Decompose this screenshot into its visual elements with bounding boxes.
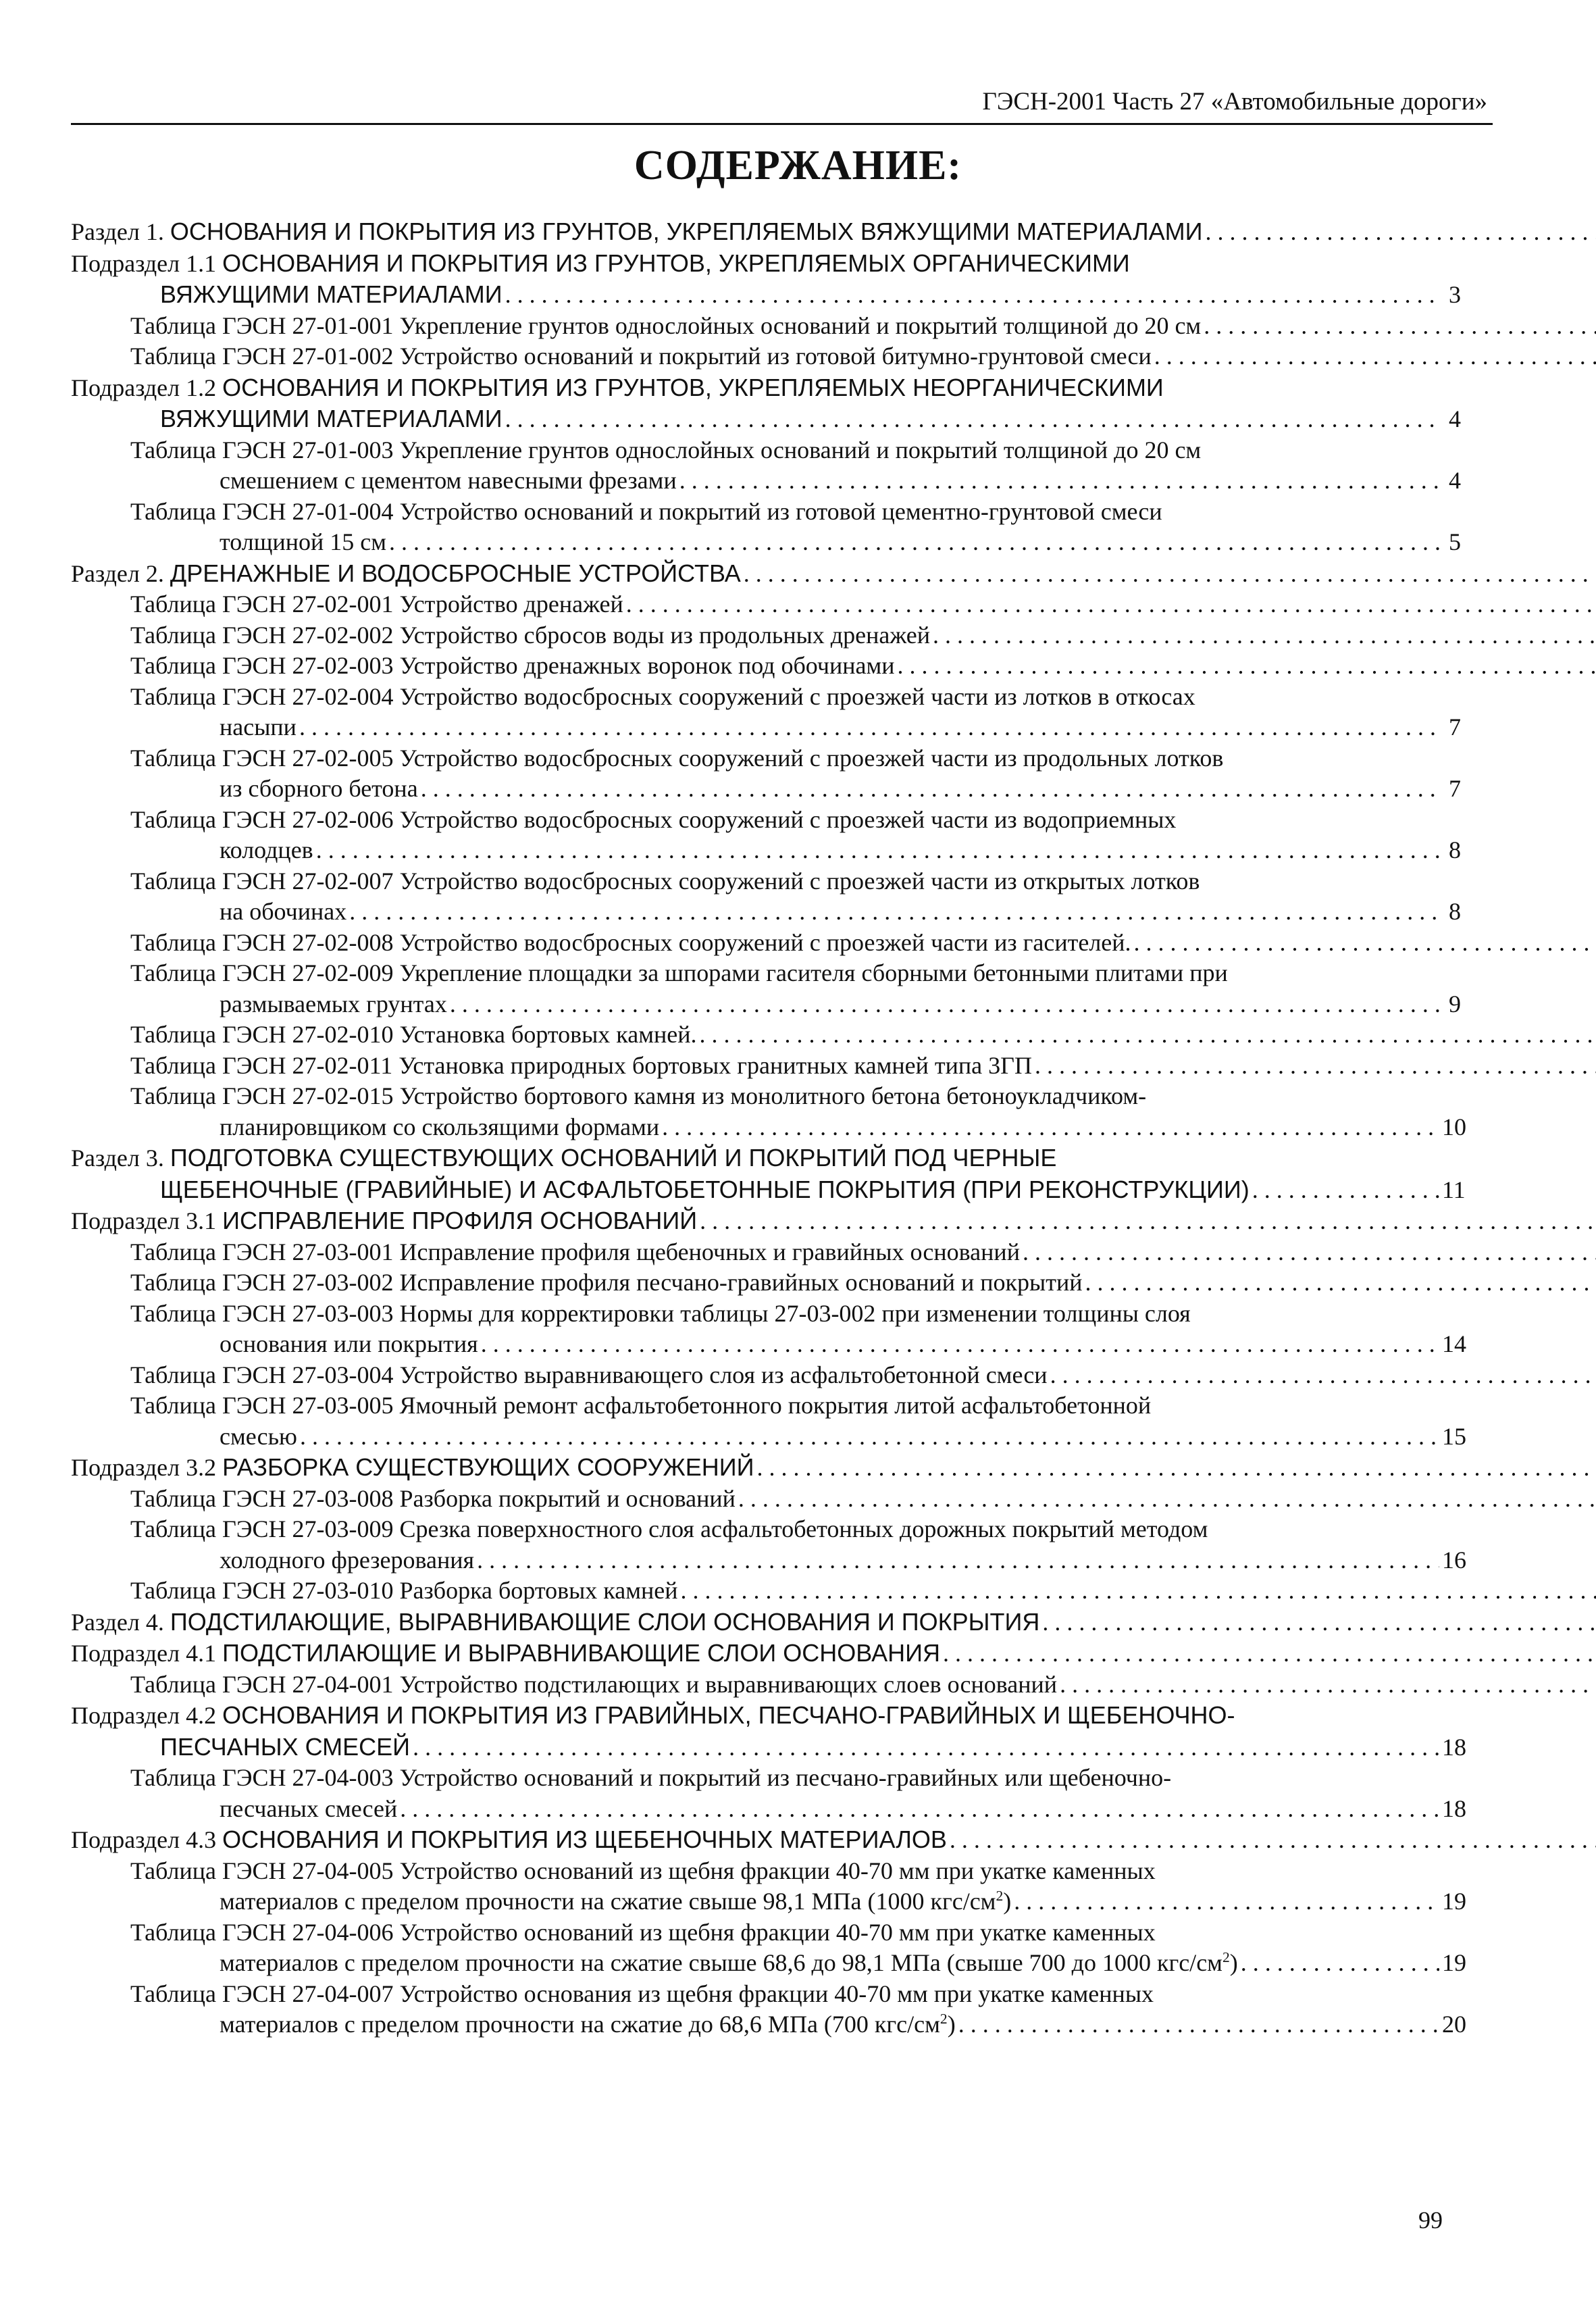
- toc-title: колодцев: [220, 836, 313, 863]
- toc-table-entry[interactable]: [71, 651, 1461, 682]
- toc-line: [71, 1700, 1461, 1732]
- toc-title: Таблица ГЭСН 27-04-001 Устройство подстилающих и выравнивающих слоев оснований: [130, 1670, 1058, 1698]
- toc-line: [71, 1514, 1461, 1545]
- toc-line: [71, 497, 1461, 528]
- dot-leader: [958, 2009, 1439, 2040]
- toc-prefix: Подраздел 4.1: [71, 1640, 223, 1667]
- toc-table-entry[interactable]: [71, 341, 1461, 372]
- toc-prefix: Раздел 4.: [71, 1608, 170, 1636]
- toc-title: смешением с цементом навесными фрезами: [220, 467, 677, 494]
- toc-line: [71, 1174, 1466, 1206]
- toc-title: Таблица ГЭСН 27-04-006 Устройство оснований из щебня фракции 40-70 мм при укатке каменных: [130, 1918, 1156, 1946]
- dot-leader: [1085, 1269, 1596, 1296]
- toc-line: [71, 866, 1461, 897]
- toc-line: [71, 435, 1461, 466]
- toc-title: Таблица ГЭСН 27-02-009 Укрепление площадки за шпорами гасителя сборными бетонными плитами при: [130, 959, 1228, 986]
- dot-leader: [681, 1577, 1596, 1604]
- toc-section[interactable]: [71, 1142, 1466, 1205]
- dot-leader: [477, 1545, 1439, 1576]
- toc-table-entry[interactable]: [71, 805, 1461, 866]
- toc-line: [71, 248, 1461, 280]
- toc-line: [71, 1638, 1461, 1669]
- toc-page-number: 4: [1449, 405, 1461, 432]
- toc-line: [71, 1205, 1461, 1237]
- toc-line: [71, 620, 1461, 651]
- toc-page-number: 9: [1449, 990, 1461, 1017]
- toc-table-entry[interactable]: [71, 928, 1461, 959]
- toc-title: основания или покрытия: [220, 1330, 478, 1357]
- toc-page-number: 10: [1442, 1113, 1466, 1140]
- toc-line: [71, 311, 1461, 342]
- dot-leader: [700, 1207, 1596, 1234]
- toc-title: Таблица ГЭСН 27-01-004 Устройство оснований и покрытий из готовой цементно-грунтовой смеси: [130, 497, 1162, 525]
- toc-table-entry[interactable]: [71, 866, 1461, 928]
- toc-page-number: 18: [1442, 1733, 1466, 1761]
- toc-line: [71, 712, 1461, 743]
- toc-page-number: 19: [1442, 1888, 1466, 1915]
- toc-page-number: 8: [1449, 836, 1461, 863]
- toc-line: [71, 1824, 1461, 1856]
- toc-line: [71, 1422, 1466, 1453]
- toc-line: [71, 1732, 1466, 1763]
- toc-title: Таблица ГЭСН 27-03-005 Ямочный ремонт асфальтобетонного покрытия литой асфальтобетонной: [130, 1392, 1152, 1419]
- toc-line: [71, 216, 1461, 248]
- toc-title: Таблица ГЭСН 27-04-007 Устройство основания из щебня фракции 40-70 мм при укатке каменных: [130, 1980, 1154, 2007]
- toc-section[interactable]: [71, 558, 1461, 590]
- dot-leader: [299, 712, 1439, 743]
- dot-leader: [943, 1640, 1596, 1667]
- dot-leader: [400, 1794, 1439, 1825]
- toc-title: ПОДГОТОВКА СУЩЕСТВУЮЩИХ ОСНОВАНИЙ И ПОКРЫТИЙ ПОД ЧЕРНЫЕ: [170, 1144, 1057, 1172]
- dot-leader: [1042, 1609, 1596, 1636]
- dot-leader: [679, 466, 1439, 497]
- dot-leader: [1205, 218, 1596, 245]
- toc-line: [71, 1669, 1461, 1701]
- toc-table-entry[interactable]: [71, 1484, 1461, 1515]
- toc-subsection[interactable]: [71, 1452, 1461, 1484]
- toc-title: Таблица ГЭСН 27-02-007 Устройство водосбросных сооружений с проезжей части из открытых лотков: [130, 867, 1200, 895]
- toc-title: ДРЕНАЖНЫЕ И ВОДОСБРОСНЫЕ УСТРОЙСТВА: [170, 559, 741, 587]
- toc-title: Таблица ГЭСН 27-04-005 Устройство оснований из щебня фракции 40-70 мм при укатке каменных: [130, 1857, 1156, 1884]
- toc-line: [71, 1081, 1461, 1112]
- toc-line: [71, 2009, 1466, 2040]
- toc-line: [71, 1607, 1461, 1638]
- dot-leader: [1050, 1361, 1596, 1388]
- toc-prefix: Подраздел 3.1: [71, 1207, 223, 1234]
- toc-line: [71, 1360, 1461, 1391]
- toc-line: [71, 1020, 1461, 1051]
- dot-leader: [626, 590, 1596, 618]
- toc-page-number: 8: [1449, 898, 1461, 925]
- toc-prefix: Подраздел 4.2: [71, 1702, 223, 1729]
- toc-line: [71, 1237, 1461, 1268]
- dot-leader: [1241, 1948, 1439, 1979]
- toc-line: [71, 805, 1461, 836]
- toc-line: [71, 1576, 1461, 1607]
- toc-page-number: 18: [1442, 1794, 1466, 1822]
- toc-title: на обочинах: [220, 898, 347, 925]
- toc-title: Таблица ГЭСН 27-02-011 Установка природных бортовых гранитных камней типа 3ГП: [130, 1051, 1032, 1079]
- running-header-text: ГЭСН-2001 Часть 27 «Автомобильные дороги»: [982, 88, 1487, 116]
- toc-page-number: 4: [1449, 467, 1461, 494]
- toc-line: [71, 1051, 1461, 1082]
- toc-title: ЩЕБЕНОЧНЫЕ (ГРАВИЙНЫЕ) И АСФАЛЬТОБЕТОННЫЕ ПОКРЫТИЯ (ПРИ РЕКОНСТРУКЦИИ): [160, 1175, 1250, 1203]
- toc-line: [71, 1329, 1466, 1360]
- toc-line: [71, 1979, 1461, 2010]
- toc-line: [71, 1299, 1461, 1330]
- toc-table-entry[interactable]: [71, 1669, 1461, 1701]
- toc-line: [71, 466, 1461, 497]
- dot-leader: [898, 652, 1596, 679]
- dot-leader: [413, 1732, 1439, 1763]
- toc-table-entry[interactable]: [71, 958, 1461, 1020]
- toc-page-number: 7: [1449, 713, 1461, 740]
- toc-title: Таблица ГЭСН 27-02-002 Устройство сбросов воды из продольных дренажей: [130, 621, 930, 649]
- toc-subsection[interactable]: [71, 1205, 1461, 1237]
- dot-leader: [316, 835, 1439, 866]
- toc-line: [71, 1484, 1461, 1515]
- toc-line: [71, 682, 1461, 713]
- running-header: [71, 81, 1493, 125]
- dot-leader: [744, 560, 1596, 587]
- toc-page-number: 3: [1449, 281, 1461, 308]
- toc-line: [71, 1390, 1461, 1422]
- toc-line: [71, 1267, 1461, 1299]
- toc-table-entry[interactable]: [71, 1020, 1461, 1051]
- toc-title: материалов с пределом прочности на сжатие до 68,6 МПа (700 кгс/$см^2$): [220, 2011, 956, 2038]
- toc-line: [71, 743, 1461, 774]
- toc-line: [71, 958, 1461, 989]
- dot-leader: [1154, 343, 1596, 370]
- toc-title: ВЯЖУЩИМИ МАТЕРИАЛАМИ: [160, 405, 503, 432]
- toc-table-entry[interactable]: [71, 1360, 1461, 1391]
- toc-table-entry[interactable]: [71, 1917, 1466, 1979]
- toc-title: холодного фрезерования: [220, 1546, 475, 1574]
- toc-prefix: Раздел 1.: [71, 218, 170, 245]
- page-number: 99: [1418, 2207, 1443, 2234]
- toc-table-entry[interactable]: [71, 743, 1461, 805]
- toc-title: Таблица ГЭСН 27-02-008 Устройство водосбросных сооружений с проезжей части из гасителей.: [130, 928, 1131, 956]
- dot-leader: [933, 622, 1596, 649]
- toc-title: материалов с пределом прочности на сжатие свыше 98,1 МПа (1000 кгс/$см^2$): [220, 1888, 1012, 1915]
- toc-prefix: Подраздел 3.2: [71, 1454, 223, 1481]
- toc-title: Таблица ГЭСН 27-03-008 Разборка покрытий и оснований: [130, 1484, 736, 1512]
- dot-leader: [757, 1454, 1596, 1481]
- toc-table-entry[interactable]: [71, 1267, 1461, 1299]
- toc-page-number: 11: [1442, 1176, 1466, 1203]
- toc-subsection[interactable]: [71, 372, 1461, 435]
- toc-title: песчаных смесей: [220, 1794, 398, 1822]
- toc-title: ПОДСТИЛАЮЩИЕ, ВЫРАВНИВАЮЩИЕ СЛОИ ОСНОВАНИЯ И ПОКРЫТИЯ: [170, 1607, 1040, 1636]
- toc-title: Таблица ГЭСН 27-01-002 Устройство оснований и покрытий из готовой битумно-грунтовой смеси: [130, 343, 1152, 370]
- dot-leader: [505, 404, 1439, 435]
- toc-line: [71, 1856, 1461, 1887]
- toc-prefix: Подраздел 1.2: [71, 374, 223, 401]
- toc-line: [71, 989, 1461, 1020]
- toc-line: [71, 835, 1461, 866]
- toc-title: Таблица ГЭСН 27-01-003 Укрепление грунтов однослойных оснований и покрытий толщиной до 20 см: [130, 436, 1202, 463]
- toc-title: смесью: [220, 1422, 297, 1450]
- toc-title: Таблица ГЭСН 27-02-004 Устройство водосбросных сооружений с проезжей части из лотков в откосах: [130, 682, 1195, 710]
- toc-title: ИСПРАВЛЕНИЕ ПРОФИЛЯ ОСНОВАНИЙ: [222, 1207, 698, 1234]
- toc-title: ПЕСЧАНЫХ СМЕСЕЙ: [160, 1732, 411, 1761]
- toc-subsection[interactable]: [71, 1824, 1461, 1856]
- toc-page-number: 15: [1442, 1422, 1466, 1450]
- toc-table-entry[interactable]: [71, 1514, 1466, 1576]
- dot-leader: [421, 774, 1439, 805]
- toc-title: размываемых грунтах: [220, 990, 447, 1017]
- toc-section[interactable]: [71, 216, 1461, 248]
- dot-leader: [481, 1329, 1439, 1360]
- toc-line: [71, 1112, 1466, 1143]
- toc-table-entry[interactable]: [71, 1299, 1466, 1360]
- toc-line: [71, 279, 1461, 311]
- toc-line: [71, 651, 1461, 682]
- toc-title: насыпи: [220, 713, 297, 740]
- toc-line: [71, 1948, 1466, 1979]
- toc-line: [71, 1794, 1466, 1825]
- toc-line: [71, 1545, 1466, 1576]
- toc-title: Таблица ГЭСН 27-02-003 Устройство дренажных воронок под обочинами: [130, 652, 895, 679]
- toc-title: ПОДСТИЛАЮЩИЕ И ВЫРАВНИВАЮЩИЕ СЛОИ ОСНОВАНИЯ: [222, 1639, 940, 1667]
- dot-leader: [1023, 1238, 1596, 1265]
- toc-line: [71, 897, 1461, 928]
- toc-page-number: 14: [1442, 1330, 1466, 1357]
- toc-table-entry[interactable]: [71, 1979, 1466, 2040]
- toc-title: Таблица ГЭСН 27-04-003 Устройство оснований и покрытий из песчано-гравийных или щебеночно-: [130, 1764, 1172, 1791]
- toc-line: [71, 1886, 1466, 1917]
- toc-table-entry[interactable]: [71, 1081, 1466, 1142]
- toc-table-entry[interactable]: [71, 682, 1461, 743]
- toc-prefix: Подраздел 4.3: [71, 1826, 223, 1853]
- dot-leader: [1134, 929, 1596, 956]
- toc-title: Таблица ГЭСН 27-03-009 Срезка поверхностного слоя асфальтобетонных дорожных покрытий методом: [130, 1515, 1208, 1542]
- toc-subsection[interactable]: [71, 248, 1461, 311]
- toc-title: Таблица ГЭСН 27-02-006 Устройство водосбросных сооружений с проезжей части из водоприемных: [130, 805, 1177, 833]
- toc-title: Таблица ГЭСН 27-03-003 Нормы для корректировки таблицы 27-03-002 при изменении толщины слоя: [130, 1299, 1191, 1327]
- toc-line: [71, 774, 1461, 805]
- toc-table-entry[interactable]: [71, 1576, 1461, 1607]
- toc-line: [71, 403, 1461, 435]
- toc-table-entry[interactable]: [71, 589, 1461, 620]
- toc-title: Таблица ГЭСН 27-03-001 Исправление профиля щебеночных и гравийных оснований: [130, 1238, 1020, 1265]
- toc-page-number: 20: [1442, 2011, 1466, 2038]
- toc-title: Таблица ГЭСН 27-02-010 Установка бортовых камней.: [130, 1021, 697, 1048]
- toc-line: [71, 1452, 1461, 1484]
- toc-prefix: Раздел 2.: [71, 559, 170, 587]
- toc-line: [71, 372, 1461, 404]
- toc-table-entry[interactable]: [71, 311, 1461, 342]
- toc-line: [71, 1763, 1461, 1794]
- toc-line: [71, 1142, 1461, 1174]
- dot-leader: [950, 1826, 1596, 1853]
- toc-title: Таблица ГЭСН 27-02-001 Устройство дренажей: [130, 590, 623, 618]
- toc-title: толщиной 15 см: [220, 528, 387, 555]
- dot-leader: [738, 1485, 1596, 1512]
- page-title: СОДЕРЖАНИЕ:: [634, 143, 962, 188]
- toc-title: материалов с пределом прочности на сжатие свыше 68,6 до 98,1 МПа (свыше 700 до 1000 кгс/$см^2$): [220, 1949, 1238, 1976]
- toc-table-entry[interactable]: [71, 1237, 1461, 1268]
- dot-leader: [1060, 1671, 1596, 1698]
- toc-title: Таблица ГЭСН 27-01-001 Укрепление грунтов однослойных оснований и покрытий толщиной до 20 см: [130, 311, 1202, 339]
- toc-page-number: 19: [1442, 1949, 1466, 1976]
- toc-line: [71, 558, 1461, 590]
- dot-leader: [349, 897, 1439, 928]
- toc-title: из сборного бетона: [220, 775, 418, 802]
- toc-line: [71, 527, 1461, 558]
- dot-leader: [1252, 1175, 1439, 1206]
- toc-title: ОСНОВАНИЯ И ПОКРЫТИЯ ИЗ ГРУНТОВ, УКРЕПЛЯЕМЫХ ОРГАНИЧЕСКИМИ: [222, 249, 1130, 277]
- toc-title: ОСНОВАНИЯ И ПОКРЫТИЯ ИЗ ЩЕБЕНОЧНЫХ МАТЕРИАЛОВ: [222, 1826, 947, 1853]
- dot-leader: [300, 1422, 1439, 1453]
- toc-title: Таблица ГЭСН 27-02-015 Устройство бортового камня из монолитного бетона бетоноукладчиком-: [130, 1082, 1147, 1109]
- toc-table-entry[interactable]: [71, 1390, 1466, 1452]
- toc-title: Таблица ГЭСН 27-03-004 Устройство выравнивающего слоя из асфальтобетонной смеси: [130, 1361, 1048, 1388]
- toc-table-entry[interactable]: [71, 497, 1461, 558]
- dot-leader: [389, 527, 1439, 558]
- toc-page-number: 7: [1449, 775, 1461, 802]
- dot-leader: [1035, 1052, 1596, 1079]
- toc-page-number: 16: [1442, 1546, 1466, 1574]
- toc-title: Таблица ГЭСН 27-03-010 Разборка бортовых камней: [130, 1577, 678, 1604]
- toc-section[interactable]: [71, 1607, 1461, 1638]
- toc-line: [71, 589, 1461, 620]
- toc-title: ОСНОВАНИЯ И ПОКРЫТИЯ ИЗ ГРАВИЙНЫХ, ПЕСЧАНО-ГРАВИЙНЫХ И ЩЕБЕНОЧНО-: [222, 1701, 1235, 1729]
- toc-line: [71, 341, 1461, 372]
- toc-title: Таблица ГЭСН 27-03-002 Исправление профиля песчано-гравийных оснований и покрытий: [130, 1269, 1083, 1296]
- toc-prefix: Раздел 3.: [71, 1145, 170, 1172]
- toc-title: ОСНОВАНИЯ И ПОКРЫТИЯ ИЗ ГРУНТОВ, УКРЕПЛЯЕМЫХ ВЯЖУЩИМИ МАТЕРИАЛАМИ: [170, 218, 1203, 245]
- toc-subsection[interactable]: [71, 1638, 1461, 1669]
- toc-title: Таблица ГЭСН 27-02-005 Устройство водосбросных сооружений с проезжей части из продольных лотков: [130, 744, 1224, 772]
- toc-prefix: Подраздел 1.1: [71, 249, 223, 277]
- toc-title: РАЗБОРКА СУЩЕСТВУЮЩИХ СООРУЖЕНИЙ: [222, 1453, 754, 1481]
- toc-table-entry[interactable]: [71, 1763, 1466, 1824]
- table-of-contents: [71, 216, 1466, 2040]
- dot-leader: [505, 280, 1439, 311]
- toc-table-entry[interactable]: [71, 435, 1461, 497]
- toc-table-entry[interactable]: [71, 620, 1461, 651]
- toc-subsection[interactable]: [71, 1700, 1466, 1763]
- toc-table-entry[interactable]: [71, 1856, 1466, 1917]
- toc-page-number: 5: [1449, 528, 1461, 555]
- dot-leader: [1204, 312, 1596, 339]
- toc-line: [71, 928, 1461, 959]
- dot-leader: [662, 1112, 1439, 1143]
- dot-leader: [450, 989, 1439, 1020]
- toc-title: ВЯЖУЩИМИ МАТЕРИАЛАМИ: [160, 280, 503, 308]
- toc-title: ОСНОВАНИЯ И ПОКРЫТИЯ ИЗ ГРУНТОВ, УКРЕПЛЯЕМЫХ НЕОРГАНИЧЕСКИМИ: [222, 373, 1164, 401]
- toc-title: планировщиком со скользящими формами: [220, 1113, 660, 1140]
- dot-leader: [1014, 1886, 1439, 1917]
- dot-leader: [700, 1021, 1596, 1048]
- toc-table-entry[interactable]: [71, 1051, 1461, 1082]
- toc-line: [71, 1917, 1461, 1948]
